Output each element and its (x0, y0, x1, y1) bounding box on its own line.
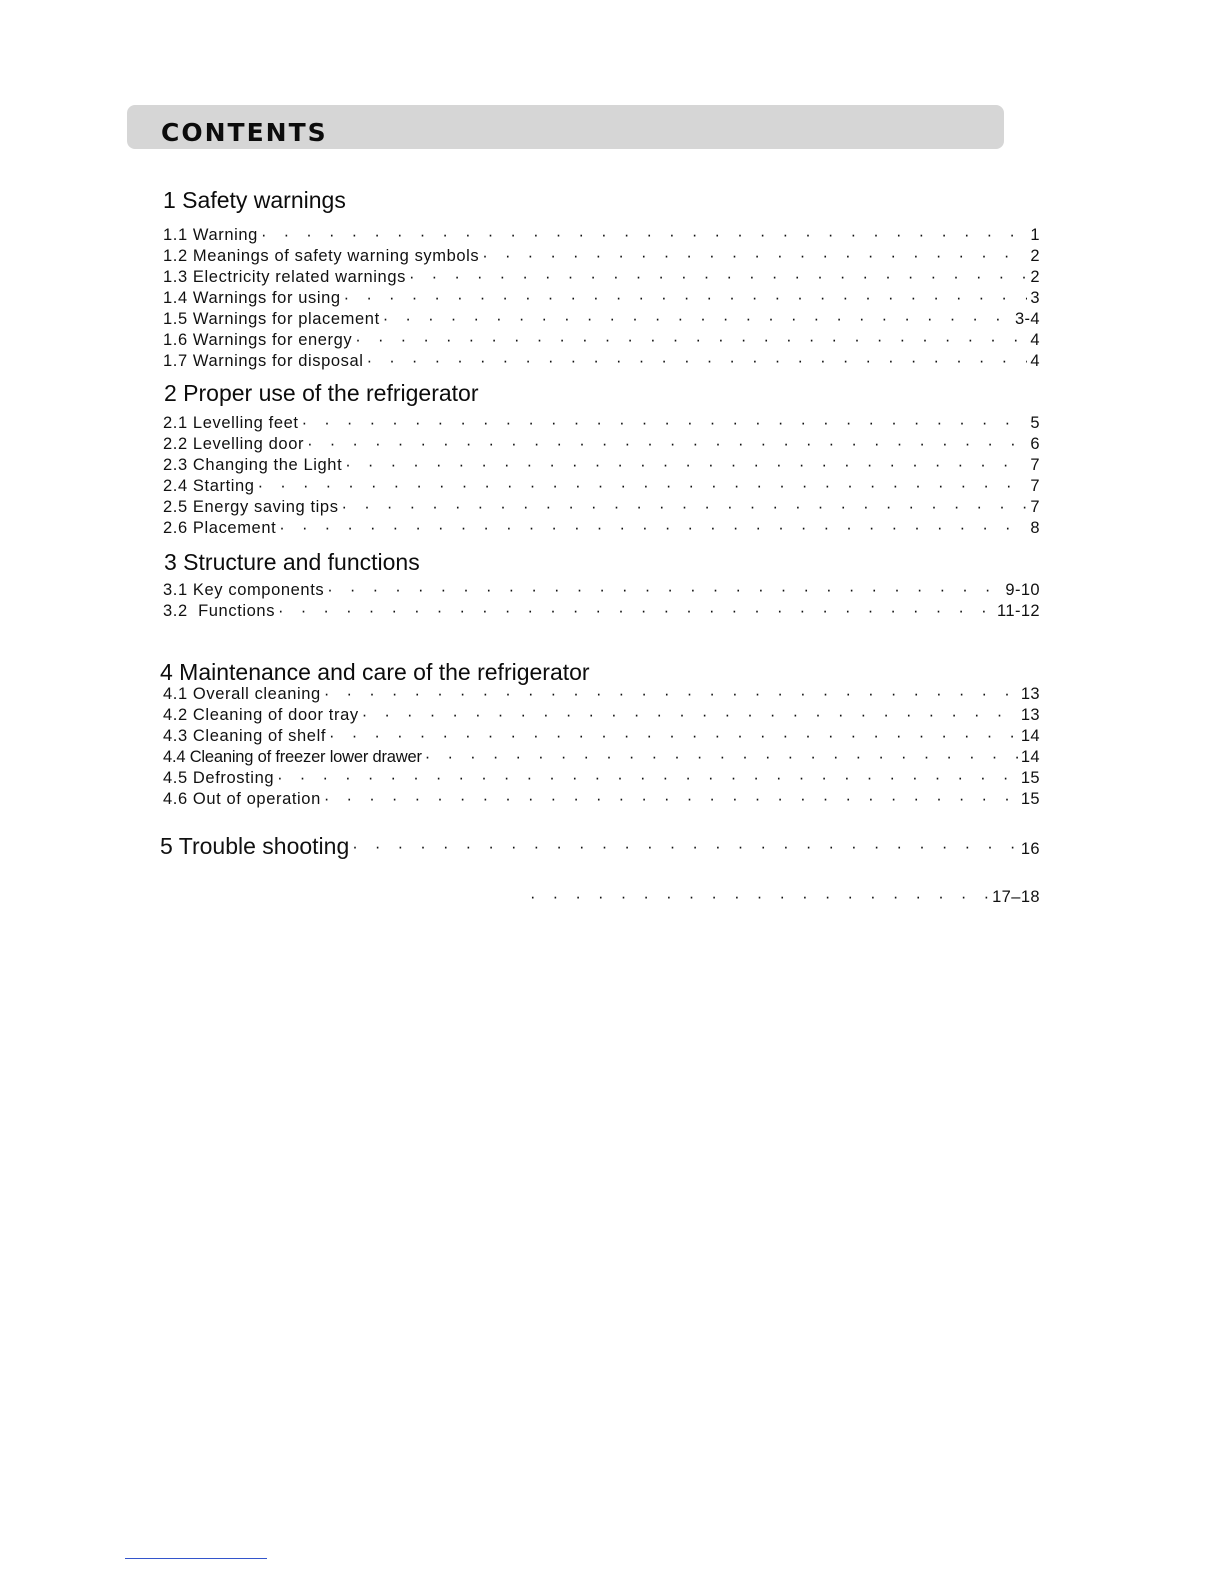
toc-entry-label: 1.1 Warning (163, 226, 258, 244)
toc-entry-page: 13 (1020, 685, 1040, 703)
toc-entry-page: 4 (1030, 352, 1040, 370)
toc-entry-warnings-disposal[interactable] (163, 350, 1040, 371)
toc-entry-freezer-drawer[interactable] (163, 746, 1040, 767)
toc-entry-page: 7 (1030, 477, 1040, 495)
dot-leader (425, 747, 1018, 767)
dot-leader (367, 351, 1028, 371)
dot-leader (324, 684, 1018, 704)
dot-leader (482, 246, 1027, 266)
dot-leader (530, 887, 989, 907)
contents-title: CONTENTS (161, 118, 328, 147)
toc-entry-warnings-energy[interactable] (163, 329, 1040, 350)
dot-leader (307, 434, 1027, 454)
toc-entry-page: 8 (1030, 519, 1040, 537)
toc-entry-warnings-using[interactable] (163, 287, 1040, 308)
dot-leader (279, 518, 1027, 538)
section-title-maintenance-care: 4 Maintenance and care of the refrigerator (160, 659, 590, 685)
footer-rule (125, 1558, 267, 1559)
toc-entry-label: 2.2 Levelling door (163, 435, 305, 453)
toc-entry-label: 4.4 Cleaning of freezer lower drawer (163, 748, 422, 766)
toc-entry-label: 1.3 Electricity related warnings (163, 268, 406, 286)
toc-entry-label: 4.6 Out of operation (163, 790, 321, 808)
toc-entry-warning[interactable] (163, 224, 1040, 245)
dot-leader (329, 726, 1018, 746)
toc-entry-label: 3.2 Functions (163, 602, 276, 620)
toc-entry-changing-light[interactable] (163, 454, 1040, 475)
toc-entry-page: 17–18 (992, 888, 1040, 906)
toc-entry-cleaning-shelf[interactable] (163, 725, 1040, 746)
toc-entry-page: 1 (1030, 226, 1040, 244)
toc-entry-label: 1.5 Warnings for placement (163, 310, 380, 328)
toc-entry-page: 16 (1020, 840, 1040, 858)
toc-entry-page: 7 (1030, 456, 1040, 474)
toc-entry-warnings-placement[interactable] (163, 308, 1040, 329)
dot-leader (352, 837, 1018, 859)
toc-entry-label: 1.2 Meanings of safety warning symbols (163, 247, 480, 265)
toc-entry-page: 7 (1030, 498, 1040, 516)
toc-entry-levelling-feet[interactable] (163, 412, 1040, 433)
toc-entry-page: 15 (1020, 790, 1040, 808)
dot-leader (261, 225, 1027, 245)
toc-entry-page: 3-4 (1014, 310, 1040, 328)
toc-entry-defrosting[interactable] (163, 767, 1040, 788)
toc-entry-energy-saving-tips[interactable] (163, 496, 1040, 517)
toc-entry-trouble-shooting[interactable] (160, 833, 1040, 859)
dot-leader (302, 413, 1028, 433)
toc-entry-label: 1.6 Warnings for energy (163, 331, 353, 349)
toc-entry-page: 9-10 (1005, 581, 1040, 599)
dot-leader (345, 455, 1027, 475)
dot-leader (362, 705, 1018, 725)
toc-entry-page: 4 (1030, 331, 1040, 349)
toc-entry-page: 3 (1030, 289, 1040, 307)
toc-entry-page: 11-12 (997, 602, 1040, 620)
toc-entry-label: 2.3 Changing the Light (163, 456, 343, 474)
dot-leader (324, 789, 1018, 809)
toc-entry-page: 15 (1020, 769, 1040, 787)
dot-leader (327, 580, 1002, 600)
toc-entry-page: 2 (1030, 268, 1040, 286)
toc-entry-label: 4.3 Cleaning of shelf (163, 727, 327, 745)
toc-entry-safety-symbols[interactable] (163, 245, 1040, 266)
toc-entry-page: 5 (1030, 414, 1040, 432)
section-title-safety-warnings: 1 Safety warnings (163, 187, 346, 213)
toc-entry-unlabeled[interactable] (530, 886, 1040, 907)
toc-entry-key-components[interactable] (163, 579, 1040, 600)
toc-entry-starting[interactable] (163, 475, 1040, 496)
contents-header-bar (127, 105, 1004, 149)
toc-entry-label: 4.5 Defrosting (163, 769, 275, 787)
section-title-structure-functions: 3 Structure and functions (164, 549, 420, 575)
toc-entry-label: 2.4 Starting (163, 477, 255, 495)
toc-entry-page: 13 (1020, 706, 1040, 724)
toc-entry-label: 2.6 Placement (163, 519, 277, 537)
toc-entry-electricity-warnings[interactable] (163, 266, 1040, 287)
dot-leader (342, 497, 1028, 517)
toc-entry-overall-cleaning[interactable] (163, 683, 1040, 704)
toc-entry-label: 2.5 Energy saving tips (163, 498, 339, 516)
toc-entry-label: 1.4 Warnings for using (163, 289, 341, 307)
section-title-trouble-shooting: 5 Trouble shooting (160, 833, 350, 859)
toc-entry-levelling-door[interactable] (163, 433, 1040, 454)
toc-entry-label: 3.1 Key components (163, 581, 325, 599)
toc-entry-functions[interactable] (163, 600, 1040, 621)
toc-entry-label: 1.7 Warnings for disposal (163, 352, 364, 370)
dot-leader (409, 267, 1027, 287)
dot-leader (383, 309, 1012, 329)
toc-entry-page: 2 (1030, 247, 1040, 265)
section-title-proper-use: 2 Proper use of the refrigerator (164, 380, 479, 406)
toc-entry-door-tray[interactable] (163, 704, 1040, 725)
toc-entry-label: 2.1 Levelling feet (163, 414, 299, 432)
toc-entry-label: 4.1 Overall cleaning (163, 685, 321, 703)
toc-entry-page: 14 (1020, 748, 1040, 766)
dot-leader (258, 476, 1028, 496)
dot-leader (344, 288, 1028, 308)
toc-entry-page: 14 (1020, 727, 1040, 745)
toc-entry-label: 4.2 Cleaning of door tray (163, 706, 359, 724)
dot-leader (355, 330, 1027, 350)
toc-entry-out-of-operation[interactable] (163, 788, 1040, 809)
toc-entry-page: 6 (1030, 435, 1040, 453)
dot-leader (278, 601, 994, 621)
dot-leader (277, 768, 1018, 788)
toc-entry-placement[interactable] (163, 517, 1040, 538)
